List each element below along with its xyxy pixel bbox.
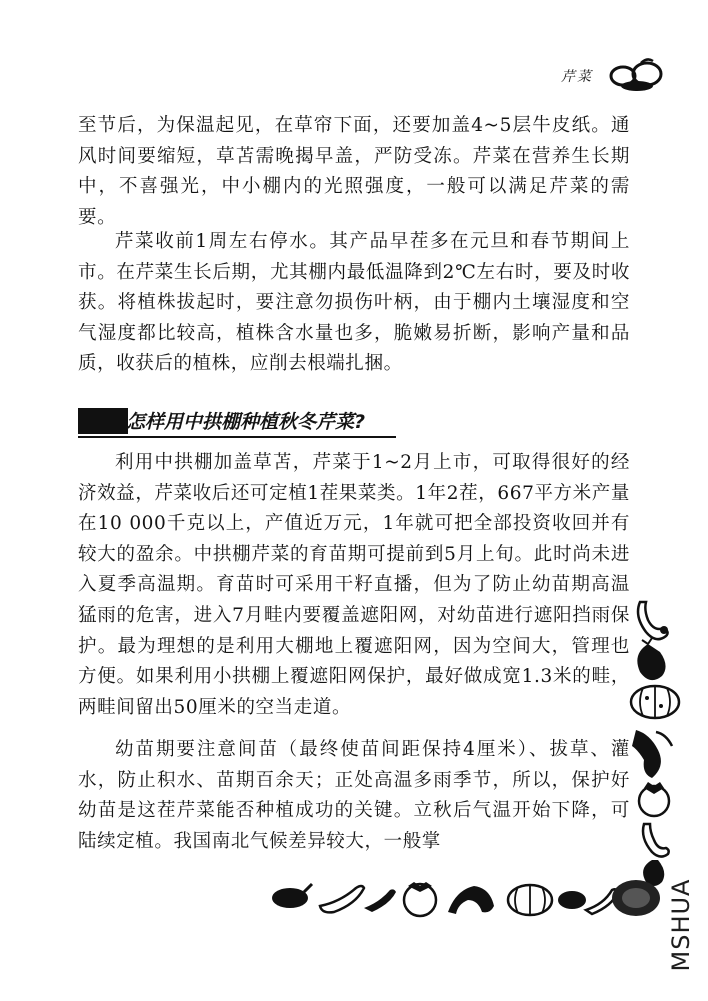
pumpkin-icon bbox=[508, 885, 552, 915]
celery-icon bbox=[632, 730, 672, 778]
body-paragraph-3: 利用中拱棚加盖草苫，芹菜于1~2月上市，可取得很好的经济效益，芹菜收后还可定植1茬果菜类。1年2茬，667平方米产量在10 000千克以上，产值近万元，1年就可把全部投资收回并有较大的盈余。中拱棚芹菜的育苗期可提前到5月上旬。此时尚未进入夏季高温期。育苗时可采用干籽直播，但为了防止幼苗期高温猛雨的危害，进入7月畦内要覆盖遮阳网，对幼苗进行遮阳挡雨保护。最为理想的是利用大棚地上覆遮阳网，因为空间大，管理也方便。如果利用小拱棚上覆遮阳网保护，最好做成宽1.3米的畦，两畦间留出50厘米的空当走道。 bbox=[78, 452, 630, 718]
section-heading-text: 怎样用中拱棚种植秋冬芹菜? bbox=[126, 411, 366, 433]
section-heading bbox=[78, 404, 396, 438]
body-paragraph-2: 芹菜收前1周左右停水。其产品早茬多在元旦和春节期间上市。在芹菜生长后期，尤其棚内最低温降到2℃左右时，要及时收获。将植株拔起时，要注意勿损伤叶柄，由于棚内土壤湿度和空气湿度都比较高，植株含水量也多，脆嫩易折断，影响产量和品质，收获后的植株，应削去根端扎捆。 bbox=[78, 231, 630, 375]
eggplant-icon bbox=[558, 891, 586, 909]
tomato-icon bbox=[404, 882, 436, 916]
celery-icon bbox=[448, 886, 494, 914]
watermark-text: MSHUA bbox=[667, 878, 695, 972]
eggplant-icon bbox=[637, 638, 665, 680]
cabbage-icon bbox=[612, 880, 660, 916]
watermark bbox=[656, 860, 706, 990]
eggplant-icon bbox=[272, 884, 312, 908]
pepper-icon bbox=[320, 886, 364, 912]
pepper-icon bbox=[364, 889, 396, 912]
tomato-icon bbox=[639, 782, 669, 816]
vegetable-ornament-icon bbox=[607, 56, 667, 94]
header-section-label: 芹菜 bbox=[561, 69, 593, 85]
pepper-icon bbox=[643, 824, 669, 857]
bottom-vegetable-row bbox=[268, 872, 660, 922]
body-paragraph-4: 幼苗期要注意间苗（最终使苗间距保持4厘米）、拔草、灌水，防止积水、苗期百余天；正处高温多雨季节，所以，保护好幼苗是这茬芹菜能否种植成功的关键。立秋后气温开始下降，可陆续定植。我国南北气候差异较大，一般掌 bbox=[78, 739, 630, 852]
body-paragraph-1: 至节后，为保温起见，在草帘下面，还要加盖4~5层牛皮纸。通风时间要缩短，草苫需晚揭早盖，严防受冻。芹菜在营养生长期中，不喜强光，中小棚内的光照强度，一般可以满足芹菜的需要。 bbox=[78, 115, 630, 228]
heading-underline bbox=[78, 436, 396, 438]
pumpkin-icon bbox=[631, 686, 679, 718]
side-vegetable-column bbox=[626, 598, 684, 888]
heading-marker-bar bbox=[78, 408, 128, 434]
pepper-icon bbox=[638, 602, 668, 639]
